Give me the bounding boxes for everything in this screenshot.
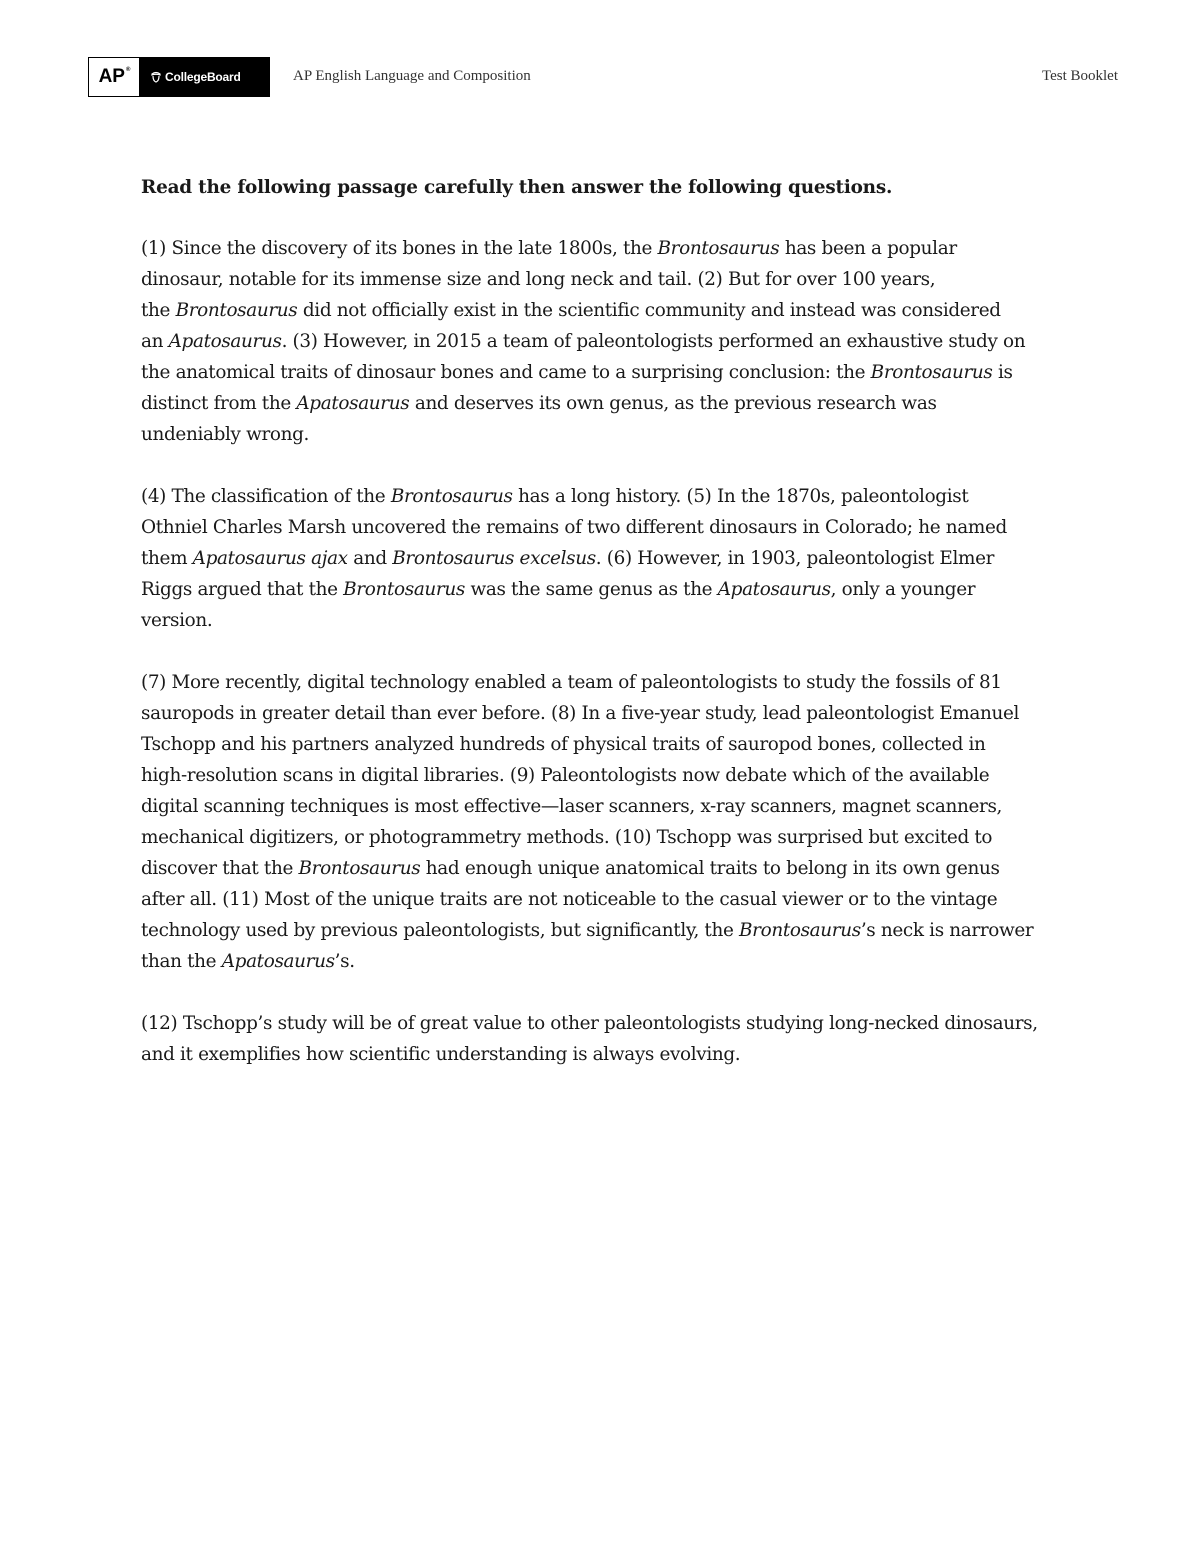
passage-line: undeniably wrong. (141, 424, 310, 445)
text-run: has been a popular (779, 238, 957, 259)
text-run: distinct from the (141, 393, 297, 414)
text-run: Riggs argued that the (141, 579, 344, 600)
text-run: is (992, 362, 1013, 383)
passage-line (141, 295, 1091, 326)
passage-paragraph-3 (141, 667, 1091, 977)
passage-line: dinosaur, notable for its immense size and long neck and tail. (2) But for over 100 years, (141, 269, 936, 290)
text-run: and deserves its own genus, as the previous research was (409, 393, 937, 414)
passage-paragraph-1 (141, 233, 1091, 450)
italic-term: Apatosaurus ajax (192, 548, 348, 569)
ap-logo-mark (89, 58, 139, 96)
text-run: ’s. (334, 951, 355, 972)
italic-term: Apatosaurus (717, 579, 831, 600)
passage-paragraph-2 (141, 481, 1091, 636)
text-run: . (3) However, in 2015 a team of paleontologists performed an exhaustive study on (281, 331, 1026, 352)
text-run: ’s neck is narrower (860, 920, 1034, 941)
passage-line (141, 946, 1091, 977)
page-header (88, 57, 1120, 99)
text-run: (4) The classification of the (141, 486, 391, 507)
text-run: an (141, 331, 169, 352)
italic-term: Brontosaurus (298, 858, 421, 879)
passage-line: after all. (11) Most of the unique traits are not noticeable to the casual viewer or to the vintage (141, 889, 998, 910)
passage-line: Othniel Charles Marsh uncovered the remains of two different dinosaurs in Colorado; he named (141, 517, 1007, 538)
collegeboard-logo-mark (139, 58, 269, 96)
registered-mark: ® (125, 67, 131, 73)
passage-line: mechanical digitizers, or photogrammetry methods. (10) Tschopp was surprised but excited to (141, 827, 993, 848)
italic-term: Brontosaurus (175, 300, 298, 321)
passage-line (141, 853, 1091, 884)
italic-term: Brontosaurus (390, 486, 513, 507)
passage-line (141, 357, 1091, 388)
passage-line: high-resolution scans in digital libraries. (9) Paleontologists now debate which of the available (141, 765, 990, 786)
text-run: the (141, 300, 176, 321)
italic-term: Apatosaurus (168, 331, 282, 352)
italic-term: Brontosaurus (343, 579, 465, 600)
passage-line: digital scanning techniques is most effective—laser scanners, x-ray scanners, magnet scanners, (141, 796, 1003, 817)
course-title: AP English Language and Composition (293, 68, 531, 84)
passage-paragraph-4 (141, 1008, 1091, 1070)
passage-line (141, 481, 1091, 512)
text-run: and (347, 548, 393, 569)
text-run: than the (141, 951, 222, 972)
passage-line: (7) More recently, digital technology enabled a team of paleontologists to study the fossils of 81 (141, 672, 1002, 693)
text-run: was the same genus as the (464, 579, 718, 600)
ap-logo-text: AP (98, 66, 125, 87)
collegeboard-logo-text: CollegeBoard (165, 70, 241, 84)
italic-term: Apatosaurus (296, 393, 410, 414)
text-run: did not officially exist in the scientific community and instead was considered (297, 300, 1001, 321)
text-run: , only a younger (830, 579, 976, 600)
test-booklet-label: Test Booklet (1041, 68, 1118, 84)
text-run: technology used by previous paleontologists, but significantly, the (141, 920, 739, 941)
text-run: (1) Since the discovery of its bones in the late 1800s, the (141, 238, 658, 259)
passage-line (141, 233, 1091, 264)
text-run: had enough unique anatomical traits to belong in its own genus (420, 858, 1000, 879)
ap-collegeboard-logo (88, 57, 270, 97)
passage-line: (12) Tschopp’s study will be of great value to other paleontologists studying long-necked dinosaurs, (141, 1013, 1038, 1034)
italic-term: Apatosaurus (221, 951, 335, 972)
italic-term: Brontosaurus (657, 238, 780, 259)
text-run: . (6) However, in 1903, paleontologist Elmer (595, 548, 995, 569)
italic-term: Brontosaurus (739, 920, 861, 941)
passage-line (141, 574, 1091, 605)
italic-term: Brontosaurus (870, 362, 993, 383)
passage-line: Tschopp and his partners analyzed hundreds of physical traits of sauropod bones, collected in (141, 734, 986, 755)
text-run: the anatomical traits of dinosaur bones and came to a surprising conclusion: the (141, 362, 871, 383)
text-run: discover that the (141, 858, 299, 879)
passage-line (141, 543, 1091, 574)
text-run: has a long history. (5) In the 1870s, paleontologist (512, 486, 969, 507)
passage-line: and it exemplifies how scientific understanding is always evolving. (141, 1044, 741, 1065)
passage-content (141, 172, 1091, 1101)
passage-line: version. (141, 610, 213, 631)
passage-line (141, 326, 1091, 357)
acorn-icon (150, 71, 162, 83)
passage-line: sauropods in greater detail than ever before. (8) In a five-year study, lead paleontologist Emanuel (141, 703, 1020, 724)
passage-line (141, 915, 1091, 946)
passage-line (141, 388, 1091, 419)
italic-term: Brontosaurus excelsus (392, 548, 596, 569)
instructions: Read the following passage carefully then answer the following questions. (141, 177, 893, 198)
text-run: them (141, 548, 193, 569)
